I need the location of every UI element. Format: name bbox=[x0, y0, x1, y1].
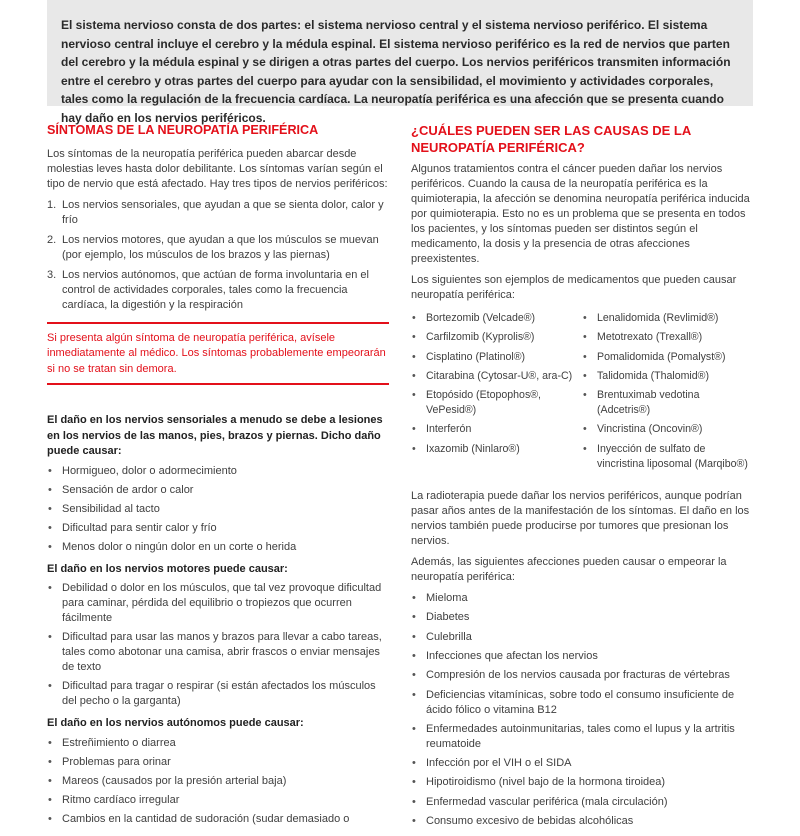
list-item: • Infección por el VIH o el SIDA bbox=[411, 756, 753, 771]
list-item: • Sensibilidad al tacto bbox=[47, 502, 389, 517]
list-item: • Enfermedades autoinmunitarias, tales como el lupus y la artritis reumatoide bbox=[411, 722, 753, 752]
conditions-list bbox=[411, 591, 753, 829]
nerve-type-item: 2. Los nervios motores, que ayudan a que los músculos se muevan (por ejemplo, los músculos de los brazos y las piernas) bbox=[47, 233, 379, 261]
list-item: • Compresión de los nervios causada por fracturas de vértebras bbox=[411, 668, 753, 683]
intro-box: El sistema nervioso consta de dos partes: el sistema nervioso central y el sistema nervioso periférico. El sistema nervioso central incluye el cerebro y la médula espinal. El sistema nervioso periférico es la red de nervios que parten del cerebro y la médula espinal y se dirigen a otras partes del cuerpo. Los nervios periféricos transmiten información entre el cerebro y otras partes del cuerpo para ayudar con la sensibilidad, el movimiento y actividades corporales, tales como la regulación de la frecuencia cardíaca. La neuropatía periférica es una afección que se presenta cuando hay daño en los nervios periféricos. bbox=[47, 0, 753, 106]
medication-item: • Citarabina (Cytosar-U®, ara-C) bbox=[411, 369, 582, 384]
list-item: • Dificultad para sentir calor y frío bbox=[47, 521, 389, 536]
autonomic-heading: El daño en los nervios autónomos puede causar: bbox=[47, 717, 304, 729]
sensory-list bbox=[47, 464, 389, 555]
medication-item: • Brentuximab vedotina (Adcetris®) bbox=[582, 388, 753, 418]
list-item: • Cambios en la cantidad de sudoración (sudar demasiado o bbox=[47, 812, 389, 827]
medication-item: • Lenalidomida (Revlimid®) bbox=[582, 311, 753, 326]
autonomic-list bbox=[47, 736, 389, 827]
list-item: • Dificultad para tragar o respirar (si están afectados los músculos del pecho o la garganta) bbox=[47, 679, 389, 709]
medications-intro: Los siguientes son ejemplos de medicamentos que pueden causar neuropatía periférica: bbox=[411, 274, 737, 301]
causes-heading: ¿CUÁLES PUEDEN SER LAS CAUSAS DE LA NEUROPATÍA PERIFÉRICA? bbox=[411, 123, 691, 155]
list-item: • Infecciones que afectan los nervios bbox=[411, 649, 753, 664]
symptoms-column bbox=[47, 122, 389, 834]
medications-list-1 bbox=[411, 311, 582, 476]
motor-list bbox=[47, 581, 389, 709]
medication-item: • Carfilzomib (Kyprolis®) bbox=[411, 330, 582, 345]
list-item: • Estreñimiento o diarrea bbox=[47, 736, 389, 751]
causes-column bbox=[411, 122, 753, 836]
medication-item: • Etopósido (Etopophos®, VePesid®) bbox=[411, 388, 582, 418]
medication-item: • Vincristina (Oncovin®) bbox=[582, 422, 753, 437]
medication-item: • Ixazomib (Ninlaro®) bbox=[411, 442, 582, 457]
list-item: • Mieloma bbox=[411, 591, 753, 606]
symptoms-heading: SÍNTOMAS DE LA NEUROPATÍA PERIFÉRICA bbox=[47, 123, 319, 137]
medication-item: • Talidomida (Thalomid®) bbox=[582, 369, 753, 384]
list-item: • Debilidad o dolor en los músculos, que tal vez provoque dificultad para caminar, pérdida del equilibrio o tropiezos que ocurren fácilmente bbox=[47, 581, 389, 626]
motor-heading: El daño en los nervios motores puede causar: bbox=[47, 562, 288, 575]
nerve-types-list bbox=[47, 198, 389, 313]
conditions-intro: Además, las siguientes afecciones pueden causar o empeorar la neuropatía periférica: bbox=[411, 556, 727, 584]
medication-item: • Interferón bbox=[411, 422, 582, 437]
causes-paragraph: Algunos tratamientos contra el cáncer pueden dañar los nervios periféricos. Cuando la causa de la neuropatía periférica es la quimioterapia, la afección se denomina neuropatía periférica inducida por quimioterapia. Esto no es un problema que se presenta en todos los pacientes, y los síntomas pueden ser distintos según el medicamento, la dosis y la presencia de otras afecciones preexistentes. bbox=[411, 163, 750, 265]
list-item: • Hormigueo, dolor o adormecimiento bbox=[47, 464, 389, 479]
sensory-heading: El daño en los nervios sensoriales a menudo se debe a lesiones en los nervios de las manos, pies, brazos y piernas. Dicho daño puede causar: bbox=[47, 414, 383, 457]
medication-item: • Cisplatino (Platinol®) bbox=[411, 350, 582, 365]
list-item: • Sensación de ardor o calor bbox=[47, 483, 389, 498]
medication-item: • Bortezomib (Velcade®) bbox=[411, 311, 582, 326]
list-item: • Enfermedad vascular periférica (mala circulación) bbox=[411, 795, 753, 810]
medications-list-2 bbox=[582, 311, 753, 476]
list-item: • Diabetes bbox=[411, 610, 753, 625]
medication-item: • Inyección de sulfato de vincristina liposomal (Marqibo®) bbox=[582, 442, 753, 472]
list-item: • Deficiencias vitamínicas, sobre todo el consumo insuficiente de ácido fólico o vitamina B12 bbox=[411, 688, 753, 718]
list-item: • Dificultad para usar las manos y brazos para llevar a cabo tareas, tales como abotonar una camisa, abrir frascos o enviar mensajes de texto bbox=[47, 630, 389, 675]
list-item: • Hipotiroidismo (nivel bajo de la hormona tiroidea) bbox=[411, 775, 753, 790]
symptoms-paragraph: Los síntomas de la neuropatía periférica pueden abarcar desde molestias leves hasta dolor debilitante. Los síntomas varían según el tipo de nervio que está afectado. Hay tres tipos de nervios periféricos: bbox=[47, 147, 388, 190]
alert-callout: Si presenta algún síntoma de neuropatía periférica, avísele inmediatamente al médico. Los síntomas probablemente empeorarán si no se tratan sin demora. bbox=[47, 322, 389, 386]
list-item: • Problemas para orinar bbox=[47, 755, 389, 770]
medications-grid bbox=[411, 311, 753, 483]
list-item: • Consumo excesivo de bebidas alcohólicas bbox=[411, 814, 753, 829]
list-item: • Mareos (causados por la presión arterial baja) bbox=[47, 774, 389, 789]
nerve-type-item: 1. Los nervios sensoriales, que ayudan a que se sienta dolor, calor y frío bbox=[47, 198, 384, 226]
list-item: • Culebrilla bbox=[411, 630, 753, 645]
list-item: • Menos dolor o ningún dolor en un corte o herida bbox=[47, 540, 389, 555]
medication-item: • Metotrexato (Trexall®) bbox=[582, 330, 753, 345]
radiation-paragraph: La radioterapia puede dañar los nervios periféricos, aunque podrían pasar años antes de la manifestación de los síntomas. El daño en los nervios también puede producirse por tumores que presionan los nervios. bbox=[411, 490, 750, 548]
list-item: • Ritmo cardíaco irregular bbox=[47, 793, 389, 808]
nerve-type-item: 3. Los nervios autónomos, que actúan de forma involuntaria en el control de actividades corporales, tales como la frecuencia cardíaca, la digestión y la respiración bbox=[47, 268, 369, 311]
medication-item: • Pomalidomida (Pomalyst®) bbox=[582, 350, 753, 365]
